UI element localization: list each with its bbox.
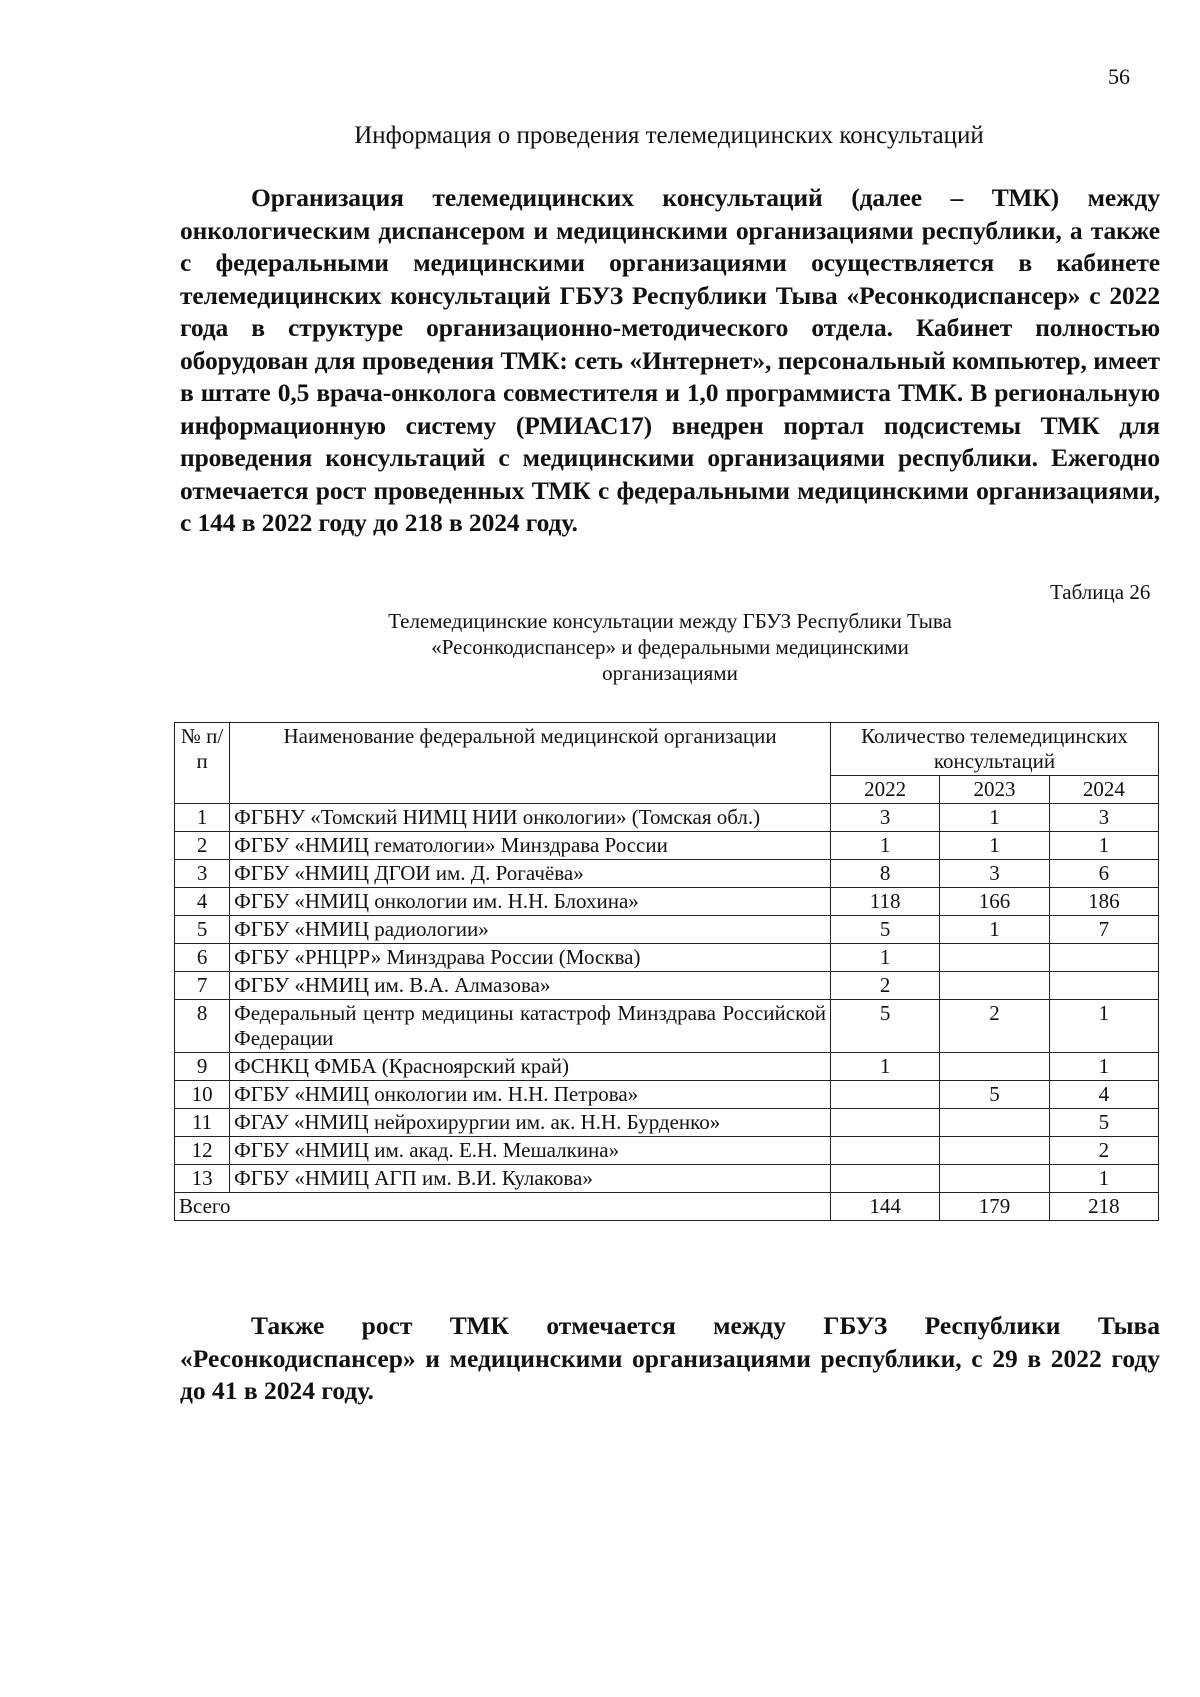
header-year-2024: 2024 <box>1049 776 1158 804</box>
row-number: 1 <box>175 804 230 832</box>
row-value-2022: 5 <box>830 916 939 944</box>
table-caption-line: организациями <box>602 661 738 685</box>
row-value-2024: 6 <box>1049 860 1158 888</box>
row-value-2022: 1 <box>830 1053 939 1081</box>
row-value-2024: 1 <box>1049 1165 1158 1193</box>
row-value-2023 <box>940 1053 1049 1081</box>
table-total-row <box>175 1193 1159 1221</box>
header-num: № п/п <box>175 723 230 804</box>
header-year-2023: 2023 <box>940 776 1049 804</box>
row-value-2024: 1 <box>1049 832 1158 860</box>
table-header-row <box>175 723 1159 776</box>
row-value-2023: 3 <box>940 860 1049 888</box>
row-number: 13 <box>175 1165 230 1193</box>
consultations-table <box>174 722 1159 1221</box>
row-value-2022: 3 <box>830 804 939 832</box>
table-row <box>175 1109 1159 1137</box>
row-number: 12 <box>175 1137 230 1165</box>
table-row <box>175 1165 1159 1193</box>
total-2024: 218 <box>1049 1193 1158 1221</box>
outro-paragraph: Также рост ТМК отмечается между ГБУЗ Республики Тыва «Ресонкодиспансер» и медицинскими организациями республики, с 29 в 2022 году до 41 в 2024 году. <box>180 1311 1160 1405</box>
table-caption-line: «Ресонкодиспансер» и федеральными медицинскими <box>431 635 909 659</box>
row-value-2023: 1 <box>940 916 1049 944</box>
row-organization: ФГБУ «НМИЦ онкологии им. Н.Н. Петрова» <box>230 1081 831 1109</box>
header-year-2022: 2022 <box>830 776 939 804</box>
row-value-2023 <box>940 1109 1049 1137</box>
table-row <box>175 1000 1159 1053</box>
row-organization: ФГБУ «НМИЦ гематологии» Минздрава России <box>230 832 831 860</box>
row-value-2024: 1 <box>1049 1053 1158 1081</box>
row-value-2022 <box>830 1137 939 1165</box>
header-organization: Наименование федеральной медицинской организации <box>230 723 831 804</box>
table-row <box>175 832 1159 860</box>
table-caption-line: Телемедицинские консультации между ГБУЗ Республики Тыва <box>388 609 952 633</box>
header-consult-count: Количество телемедицинских консультаций <box>830 723 1158 776</box>
table-row <box>175 888 1159 916</box>
row-organization: ФГБУ «НМИЦ ДГОИ им. Д. Рогачёва» <box>230 860 831 888</box>
row-value-2024: 4 <box>1049 1081 1158 1109</box>
row-organization: ФГБУ «НМИЦ им. В.А. Алмазова» <box>230 972 831 1000</box>
row-value-2022: 8 <box>830 860 939 888</box>
page-number: 56 <box>1108 64 1130 89</box>
row-number: 7 <box>175 972 230 1000</box>
row-value-2022: 2 <box>830 972 939 1000</box>
row-organization: ФСНКЦ ФМБА (Красноярский край) <box>230 1053 831 1081</box>
row-organization: ФГАУ «НМИЦ нейрохирургии им. ак. Н.Н. Бурденко» <box>230 1109 831 1137</box>
table-row <box>175 972 1159 1000</box>
row-number: 5 <box>175 916 230 944</box>
row-value-2023: 5 <box>940 1081 1049 1109</box>
row-value-2022 <box>830 1081 939 1109</box>
table-caption <box>320 608 1020 686</box>
row-organization: ФГБУ «РНЦРР» Минздрава России (Москва) <box>230 944 831 972</box>
table-label: Таблица 26 <box>1050 580 1151 604</box>
table-row <box>175 944 1159 972</box>
row-value-2023 <box>940 972 1049 1000</box>
row-organization: ФГБУ «НМИЦ АГП им. В.И. Кулакова» <box>230 1165 831 1193</box>
table-row <box>175 1053 1159 1081</box>
row-number: 10 <box>175 1081 230 1109</box>
table-body <box>175 804 1159 1193</box>
row-value-2024 <box>1049 972 1158 1000</box>
row-organization: ФГБНУ «Томский НИМЦ НИИ онкологии» (Томская обл.) <box>230 804 831 832</box>
row-value-2022: 1 <box>830 944 939 972</box>
row-number: 3 <box>175 860 230 888</box>
table-row <box>175 804 1159 832</box>
row-organization: Федеральный центр медицины катастроф Минздрава Российской Федерации <box>230 1000 831 1053</box>
table-row <box>175 860 1159 888</box>
row-value-2024: 186 <box>1049 888 1158 916</box>
row-organization: ФГБУ «НМИЦ им. акад. Е.Н. Мешалкина» <box>230 1137 831 1165</box>
row-value-2023 <box>940 1165 1049 1193</box>
total-2023: 179 <box>940 1193 1049 1221</box>
row-value-2023: 166 <box>940 888 1049 916</box>
row-number: 8 <box>175 1000 230 1053</box>
row-value-2022 <box>830 1109 939 1137</box>
row-value-2022: 118 <box>830 888 939 916</box>
row-value-2022: 5 <box>830 1000 939 1053</box>
row-value-2024: 7 <box>1049 916 1158 944</box>
row-value-2024: 1 <box>1049 1000 1158 1053</box>
table-row <box>175 916 1159 944</box>
table-row <box>175 1137 1159 1165</box>
row-value-2024: 5 <box>1049 1109 1158 1137</box>
row-organization: ФГБУ «НМИЦ радиологии» <box>230 916 831 944</box>
row-organization: ФГБУ «НМИЦ онкологии им. Н.Н. Блохина» <box>230 888 831 916</box>
row-value-2023 <box>940 944 1049 972</box>
row-value-2023: 2 <box>940 1000 1049 1053</box>
row-number: 9 <box>175 1053 230 1081</box>
total-label: Всего <box>175 1193 831 1221</box>
row-value-2022: 1 <box>830 832 939 860</box>
intro-paragraph: Организация телемедицинских консультаций (далее – ТМК) между онкологическим диспансером и медицинскими организациями республики, а также с федеральными медицинскими организациями осуществляется в кабинете телемедицинских консультаций ГБУЗ Республики Тыва «Ресонкодиспансер» с 2022 года в структуре организационно-методического отдела. Кабинет полностью оборудован для проведения ТМК: сеть «Интернет», персональный компьютер, имеет в штате 0,5 врача-онколога совместителя и 1,0 программиста ТМК. В региональную информационную систему (РМИАС17) внедрен портал подсистемы ТМК для проведения консультаций с медицинскими организациями республики. Ежегодно отмечается рост проведенных ТМК с федеральными медицинскими организациями, с 144 в 2022 году до 218 в 2024 году. <box>180 183 1160 537</box>
row-value-2023: 1 <box>940 832 1049 860</box>
row-number: 11 <box>175 1109 230 1137</box>
row-value-2024 <box>1049 944 1158 972</box>
row-number: 2 <box>175 832 230 860</box>
row-value-2024: 3 <box>1049 804 1158 832</box>
row-value-2023: 1 <box>940 804 1049 832</box>
table-row <box>175 1081 1159 1109</box>
row-value-2022 <box>830 1165 939 1193</box>
row-value-2023 <box>940 1137 1049 1165</box>
section-heading: Информация о проведения телемедицинских консультаций <box>354 122 984 149</box>
row-value-2024: 2 <box>1049 1137 1158 1165</box>
row-number: 6 <box>175 944 230 972</box>
row-number: 4 <box>175 888 230 916</box>
total-2022: 144 <box>830 1193 939 1221</box>
